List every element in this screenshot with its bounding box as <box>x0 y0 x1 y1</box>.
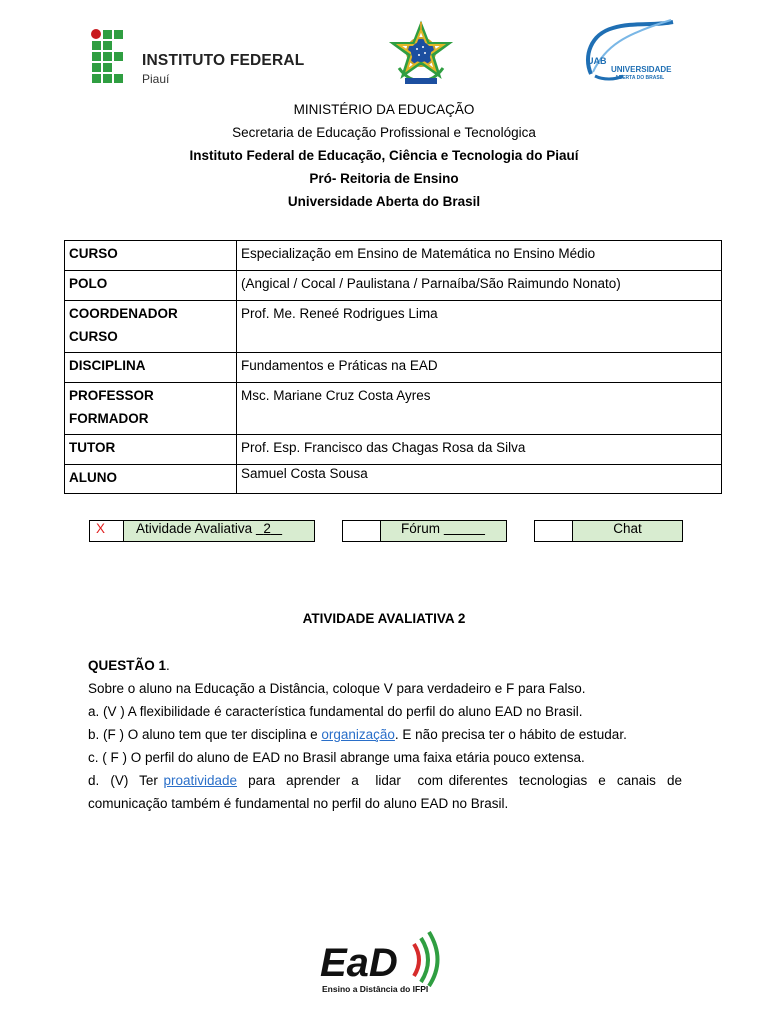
item-b: b. (F ) O aluno tem que ter disciplina e organização. E não precisa ter o hábito de estudar. <box>88 727 627 742</box>
if-piaui-logo <box>90 28 330 88</box>
organizacao-link[interactable]: organização <box>321 727 395 742</box>
label-coordenador-line2: CURSO <box>69 329 118 344</box>
label-professor-line2: FORMADOR <box>69 411 149 426</box>
table-row <box>65 383 722 435</box>
label-disciplina: DISCIPLINA <box>65 353 237 383</box>
uab-logo-mark: UAB <box>587 56 607 66</box>
table-row <box>65 271 722 301</box>
value-professor: Msc. Mariane Cruz Costa Ayres <box>237 383 722 435</box>
value-aluno: Samuel Costa Sousa <box>237 465 722 494</box>
chat-label: Chat <box>573 521 682 541</box>
course-info-table <box>64 240 722 494</box>
avaliativa-number: 2 <box>263 521 271 536</box>
uab-logo-line2: ABERTA DO BRASIL <box>615 75 665 81</box>
forum-checkbox[interactable] <box>343 521 381 541</box>
forum-blank <box>444 521 485 536</box>
table-row <box>65 353 722 383</box>
forum-label: Fórum <box>381 521 506 541</box>
item-a: a. (V ) A flexibilidade é característica fundamental do perfil do aluno EAD no Brasil. <box>88 704 583 719</box>
activity-title: ATIVIDADE AVALIATIVA 2 <box>302 611 466 626</box>
item-d: d. (V) Ter proatividade para aprender a lidar com diferentes tecnologias e canais de <box>88 773 682 788</box>
value-curso: Especialização em Ensino de Matemática no Ensino Médio <box>237 241 722 271</box>
label-professor <box>65 383 237 435</box>
if-logo-sub: Piauí <box>142 72 170 86</box>
label-curso: CURSO <box>65 241 237 271</box>
value-tutor: Prof. Esp. Francisco das Chagas Rosa da Silva <box>237 435 722 465</box>
proatividade-link[interactable]: proatividade <box>163 773 238 788</box>
institute-line: Instituto Federal de Educação, Ciência e Tecnologia do Piauí <box>189 148 579 163</box>
pro-reitoria-line: Pró- Reitoria de Ensino <box>309 171 459 186</box>
label-coordenador-line1: COORDENADOR <box>69 306 178 321</box>
if-logo-brand: INSTITUTO FEDERAL <box>142 52 305 69</box>
avaliativa-checkbox[interactable]: X <box>90 521 124 541</box>
ead-ifpi-logo <box>320 924 455 996</box>
question-heading <box>88 658 682 674</box>
question-suffix: . <box>166 658 170 673</box>
ead-logo-caption: Ensino a Distância do IFPI <box>322 984 429 994</box>
activity-type-forum[interactable] <box>342 520 507 542</box>
label-professor-line1: PROFESSOR <box>69 388 154 403</box>
activity-type-chat[interactable] <box>534 520 683 542</box>
ministry-line: MINISTÉRIO DA EDUCAÇÃO <box>293 102 475 117</box>
question-label: QUESTÃO 1 <box>88 658 167 673</box>
label-aluno: ALUNO <box>65 465 237 494</box>
item-d-continuation: comunicação também é fundamental no perfil do aluno EAD no Brasil. <box>88 796 509 811</box>
uab-logo <box>583 16 683 86</box>
ead-logo-mark: EaD <box>320 941 398 985</box>
label-coordenador <box>65 301 237 353</box>
avaliativa-label: Atividade Avaliativa 2 <box>124 521 314 541</box>
uab-line: Universidade Aberta do Brasil <box>287 194 481 209</box>
table-row <box>65 301 722 353</box>
table-row <box>65 241 722 271</box>
value-coordenador: Prof. Me. Reneé Rodrigues Lima <box>237 301 722 353</box>
question-intro: Sobre o aluno na Educação a Distância, coloque V para verdadeiro e F para Falso. <box>88 681 586 696</box>
uab-logo-line1: UNIVERSIDADE <box>611 65 672 74</box>
secretariat-line: Secretaria de Educação Profissional e Tecnológica <box>232 125 536 140</box>
value-disciplina: Fundamentos e Práticas na EAD <box>237 353 722 383</box>
value-polo: (Angical / Cocal / Paulistana / Parnaíba/São Raimundo Nonato) <box>237 271 722 301</box>
label-polo: POLO <box>65 271 237 301</box>
brazil-coat-of-arms-logo <box>385 20 457 92</box>
item-c: c. ( F ) O perfil do aluno de EAD no Brasil abrange uma faixa etária pouco extensa. <box>88 750 585 765</box>
label-tutor: TUTOR <box>65 435 237 465</box>
activity-type-avaliativa[interactable] <box>89 520 315 542</box>
table-row <box>65 435 722 465</box>
table-row <box>65 465 722 494</box>
chat-checkbox[interactable] <box>535 521 573 541</box>
